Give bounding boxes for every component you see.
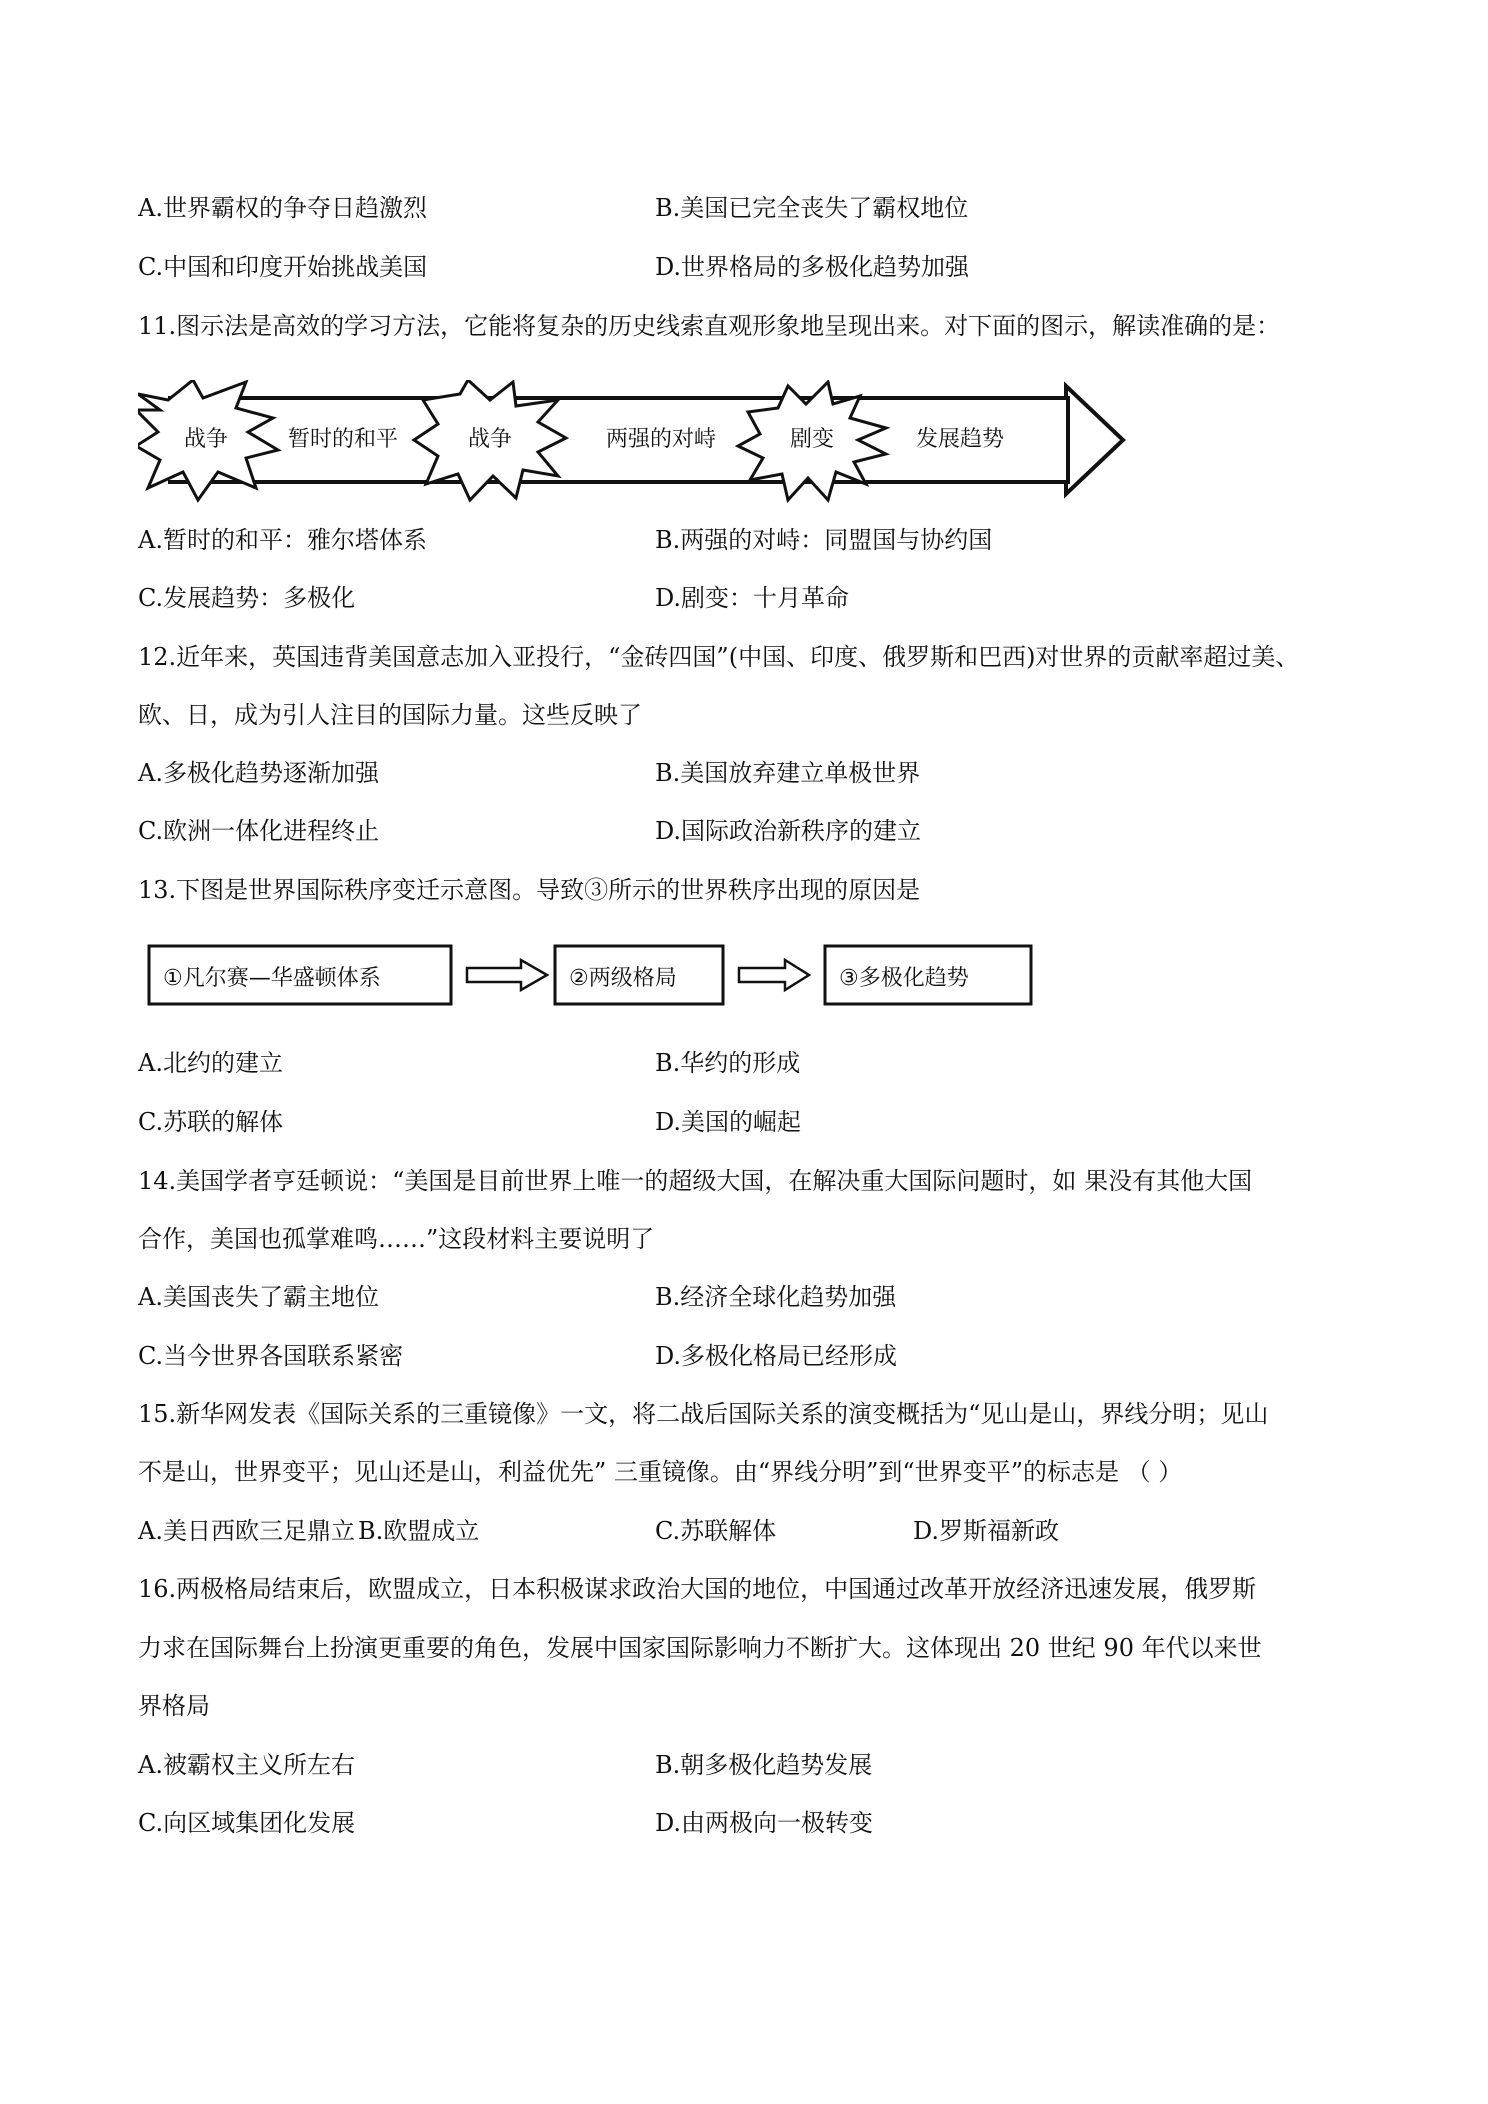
- q10-option-c: C.中国和印度开始挑战美国: [138, 253, 428, 281]
- q15-stem-line2: 不是山，世界变平；见山还是山，利益优先” 三重镜像。由“界线分明”到“世界变平”的标志是 （ ）: [138, 1458, 1183, 1486]
- label-temporary-peace: 暂时的和平: [288, 427, 399, 452]
- q16-stem-line1: 16.两极格局结束后，欧盟成立，日本积极谋求政治大国的地位，中国通过改革开放经济迅速发展，俄罗斯: [138, 1575, 1257, 1603]
- q14-option-c: C.当今世界各国联系紧密: [138, 1342, 404, 1370]
- q14-option-b: B.经济全球化趋势加强: [655, 1283, 897, 1311]
- label-upheaval: 剧变: [790, 427, 835, 452]
- q15-option-b: B.欧盟成立: [358, 1517, 480, 1545]
- q15-stem-line1: 15.新华网发表《国际关系的三重镜像》一文，将二战后国际关系的演变概括为“见山是山，界线分明；见山: [138, 1400, 1269, 1428]
- q11-timeline-diagram: [138, 380, 1128, 505]
- q11-option-b: B.两强的对峙：同盟国与协约国: [655, 526, 993, 554]
- q13-option-d: D.美国的崛起: [655, 1108, 802, 1136]
- arrow-right-1: [467, 960, 547, 990]
- q14-stem-line1: 14.美国学者亨廷顿说：“美国是目前世界上唯一的超级大国，在解决重大国际问题时，如 果没有其他大国: [138, 1167, 1253, 1195]
- q16-option-c: C.向区域集团化发展: [138, 1809, 356, 1837]
- q14-option-d: D.多极化格局已经形成: [655, 1342, 898, 1370]
- q16-stem-line3: 界格局: [138, 1692, 210, 1720]
- q12-stem-line2: 欧、日，成为引人注目的国际力量。这些反映了: [138, 701, 642, 729]
- q16-option-b: B.朝多极化趋势发展: [655, 1751, 873, 1779]
- box-versailles-label: ①凡尔赛—华盛顿体系: [163, 966, 381, 991]
- q10-option-d: D.世界格局的多极化趋势加强: [655, 253, 970, 281]
- box-bipolar-label: ②两级格局: [569, 966, 677, 991]
- label-war-1: 战争: [184, 427, 229, 452]
- q13-order-diagram: [145, 940, 1045, 1012]
- q11-option-a: A.暂时的和平：雅尔塔体系: [138, 526, 427, 554]
- q13-option-b: B.华约的形成: [655, 1049, 801, 1077]
- q12-stem-line1: 12.近年来，英国违背美国意志加入亚投行，“金砖四国”(中国、印度、俄罗斯和巴西)对世界的贡献率超过美、: [138, 643, 1300, 671]
- q13-option-c: C.苏联的解体: [138, 1108, 284, 1136]
- timeline-arrow-head: [1066, 386, 1123, 494]
- q12-option-d: D.国际政治新秩序的建立: [655, 817, 922, 845]
- q12-option-c: C.欧洲一体化进程终止: [138, 817, 380, 845]
- q12-option-b: B.美国放弃建立单极世界: [655, 759, 921, 787]
- arrow-right-2: [739, 960, 809, 990]
- q11-stem: 11.图示法是高效的学习方法，它能将复杂的历史线索直观形象地呈现出来。对下面的图示，解读准确的是：: [138, 312, 1281, 340]
- q16-option-a: A.被霸权主义所左右: [138, 1751, 355, 1779]
- q11-option-c: C.发展趋势：多极化: [138, 584, 356, 612]
- q16-stem-line2: 力求在国际舞台上扮演更重要的角色，发展中国家国际影响力不断扩大。这体现出 20 世纪 90 年代以来世: [138, 1634, 1262, 1662]
- q10-option-a: A.世界霸权的争夺日趋激烈: [138, 194, 427, 222]
- q15-option-a: A.美日西欧三足鼎立: [138, 1517, 355, 1545]
- label-war-2: 战争: [468, 427, 513, 452]
- q15-option-d: D.罗斯福新政: [913, 1517, 1060, 1545]
- label-two-powers: 两强的对峙: [606, 427, 717, 452]
- q15-option-c: C.苏联解体: [655, 1517, 777, 1545]
- q11-option-d: D.剧变：十月革命: [655, 584, 850, 612]
- box-multipolar-label: ③多极化趋势: [839, 966, 969, 991]
- q13-option-a: A.北约的建立: [138, 1049, 283, 1077]
- q14-option-a: A.美国丧失了霸主地位: [138, 1283, 379, 1311]
- q12-option-a: A.多极化趋势逐渐加强: [138, 759, 379, 787]
- q13-stem: 13.下图是世界国际秩序变迁示意图。导致③所示的世界秩序出现的原因是: [138, 876, 921, 904]
- q14-stem-line2: 合作，美国也孤掌难鸣……”这段材料主要说明了: [138, 1225, 655, 1253]
- q10-option-b: B.美国已完全丧失了霸权地位: [655, 194, 969, 222]
- label-trend: 发展趋势: [916, 427, 1005, 452]
- q16-option-d: D.由两极向一极转变: [655, 1809, 874, 1837]
